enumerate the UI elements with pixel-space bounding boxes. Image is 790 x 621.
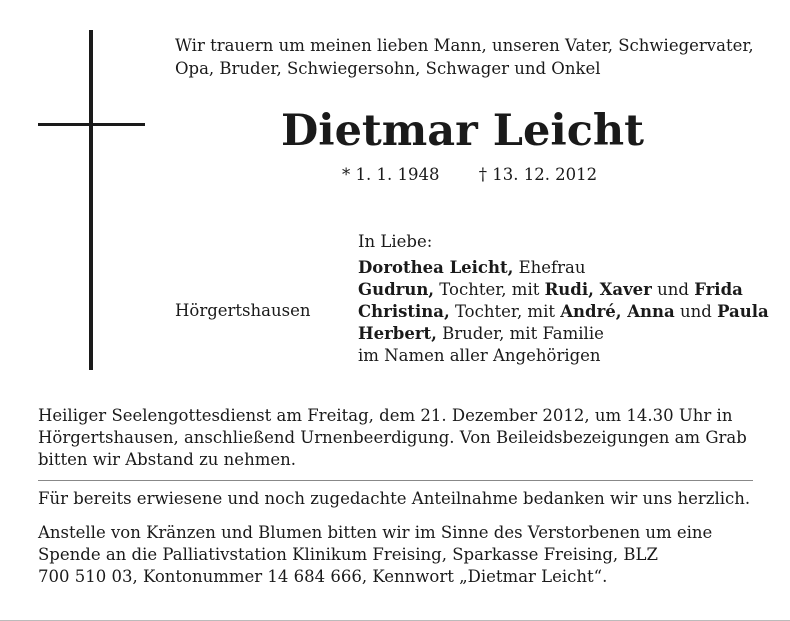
family-heading: In Liebe:	[358, 232, 433, 251]
place-name: Hörgertshausen	[175, 301, 311, 320]
intro-line: Wir trauern um meinen lieben Mann, unseren Vater, Schwiegervater,	[175, 36, 754, 55]
donation-line: Anstelle von Kränzen und Blumen bitten wir im Sinne des Verstorbenen um eine	[38, 523, 713, 542]
cross-horizontal-bar	[38, 123, 145, 126]
death-date: † 13. 12. 2012	[478, 165, 598, 184]
cross-vertical-bar	[89, 30, 93, 370]
service-info	[38, 405, 753, 471]
life-dates	[342, 164, 597, 186]
family-name-text: Paula	[717, 302, 769, 321]
service-line: Heiliger Seelengottesdienst am Freitag, dem 21. Dezember 2012, um 14.30 Uhr in	[38, 406, 733, 425]
family-name-text: Rudi, Xaver	[544, 280, 652, 299]
divider	[38, 480, 753, 481]
donation-line: Spende an die Palliativstation Klinikum Freising, Sparkasse Freising, BLZ	[38, 545, 658, 564]
birth-date: * 1. 1. 1948	[342, 165, 440, 184]
family-relation-text: im Namen aller Angehörigen	[358, 346, 601, 365]
deceased-name: Dietmar Leicht	[280, 106, 645, 156]
family-name-text: Herbert,	[358, 324, 437, 343]
donation-info	[38, 522, 753, 588]
family-name-text: Christina,	[358, 302, 450, 321]
family-member-line	[358, 279, 768, 301]
family-member-line	[358, 345, 768, 367]
family-relation-text: Bruder, mit Familie	[436, 324, 604, 343]
family-name-text: Frida	[694, 280, 743, 299]
family-list	[358, 231, 768, 367]
family-name-text: Dorothea Leicht,	[358, 258, 514, 277]
intro-text	[175, 34, 765, 80]
family-relation-text: Tochter, mit	[449, 302, 561, 321]
family-name-text: André, Anna	[560, 302, 675, 321]
family-relation-text: und	[674, 302, 718, 321]
family-relation-text: und	[651, 280, 695, 299]
intro-line: Opa, Bruder, Schwiegersohn, Schwager und Onkel	[175, 59, 601, 78]
family-member-line	[358, 301, 768, 323]
family-name-text: Gudrun,	[358, 280, 435, 299]
family-relation-text: Tochter, mit	[434, 280, 545, 299]
family-member-line	[358, 323, 768, 345]
family-relation-text: Ehefrau	[513, 258, 586, 277]
thanks-text: Für bereits erwiesene und noch zugedachte Anteilnahme bedanken wir uns herzlich.	[38, 489, 751, 508]
donation-line: 700 510 03, Kontonummer 14 684 666, Kennwort „Dietmar Leicht“.	[38, 567, 608, 586]
service-line: Hörgertshausen, anschließend Urnenbeerdigung. Von Beileidsbezeigungen am Grab	[38, 428, 747, 447]
family-member-line	[358, 257, 768, 279]
service-line: bitten wir Abstand zu nehmen.	[38, 450, 296, 469]
